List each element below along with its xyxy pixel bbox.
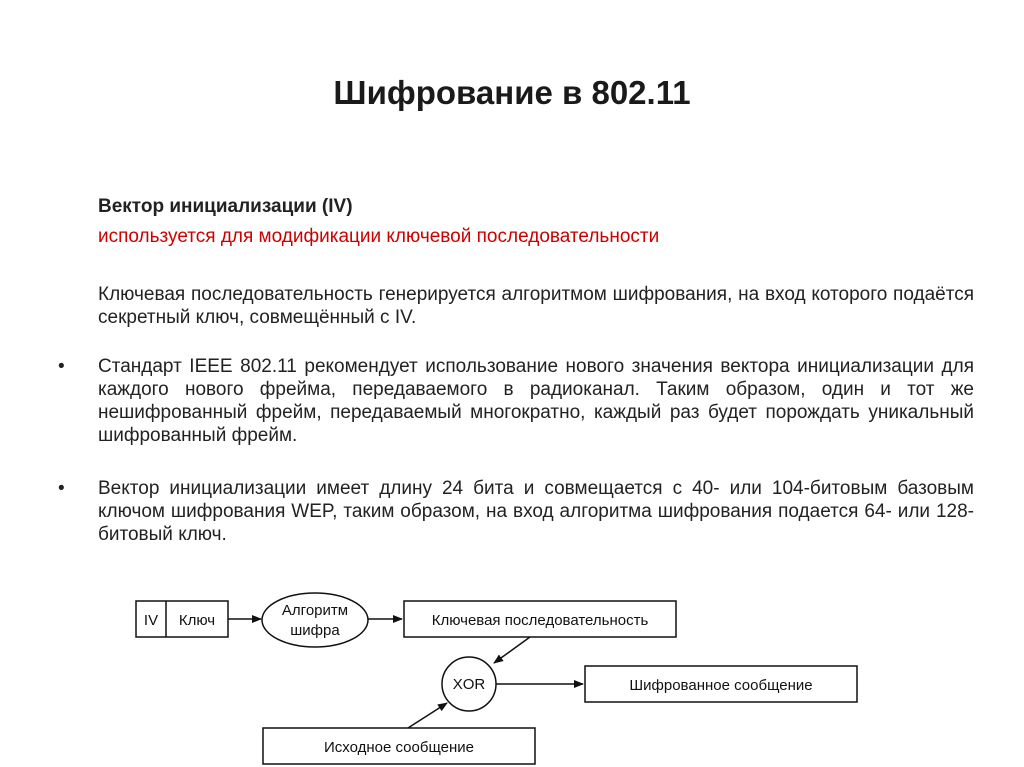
iv-description: используется для модификации ключевой последовательности [98,226,660,247]
paragraph-keystream: Ключевая последовательность генерируется алгоритмом шифрования, на вход которого подаётся секретный ключ, совмещённый с IV. [98,284,974,328]
keystream-label: Ключевая последовательность [431,612,649,629]
plaintext-label: Исходное сообщение [324,739,474,756]
algorithm-label-line2: шифра [290,622,340,639]
paragraph-ieee-recommendation: Стандарт IEEE 802.11 рекомендует использование нового значения вектора инициализации для каждого нового фрейма, передаваемого в радиоканал. Таким образом, один и тот же нешифрованный фрейм, передаваемый многократно, каждый раз будет порождать уникальный шифрованный фрейм. [98,356,974,446]
slide-title: Шифрование в 802.11 [333,74,691,111]
iv-label: IV [143,612,159,629]
plaintext-box [263,728,535,764]
arrow-keystream-to-xor [494,637,530,663]
algorithm-node [262,593,368,647]
iv-key-box [136,601,228,637]
xor-label: XOR [452,676,486,693]
iv-heading: Вектор инициализации (IV) [98,196,353,217]
ciphertext-box [585,666,857,702]
bullet-marker: • [58,478,65,499]
algorithm-label-line1: Алгоритм [281,602,349,619]
xor-node [442,657,496,711]
ciphertext-label: Шифрованное сообщение [629,677,813,694]
paragraph-iv-length: Вектор инициализации имеет длину 24 бита и совмещается с 40- или 104-битовым базовым ключом шифрования WEP, таким образом, на вход алгоритма шифрования подается 64- или 128-битовый ключ. [98,478,974,545]
key-label: Ключ [178,612,216,629]
bullet-marker: • [58,356,65,377]
keystream-box [404,601,676,637]
arrow-plaintext-to-xor [408,703,447,728]
